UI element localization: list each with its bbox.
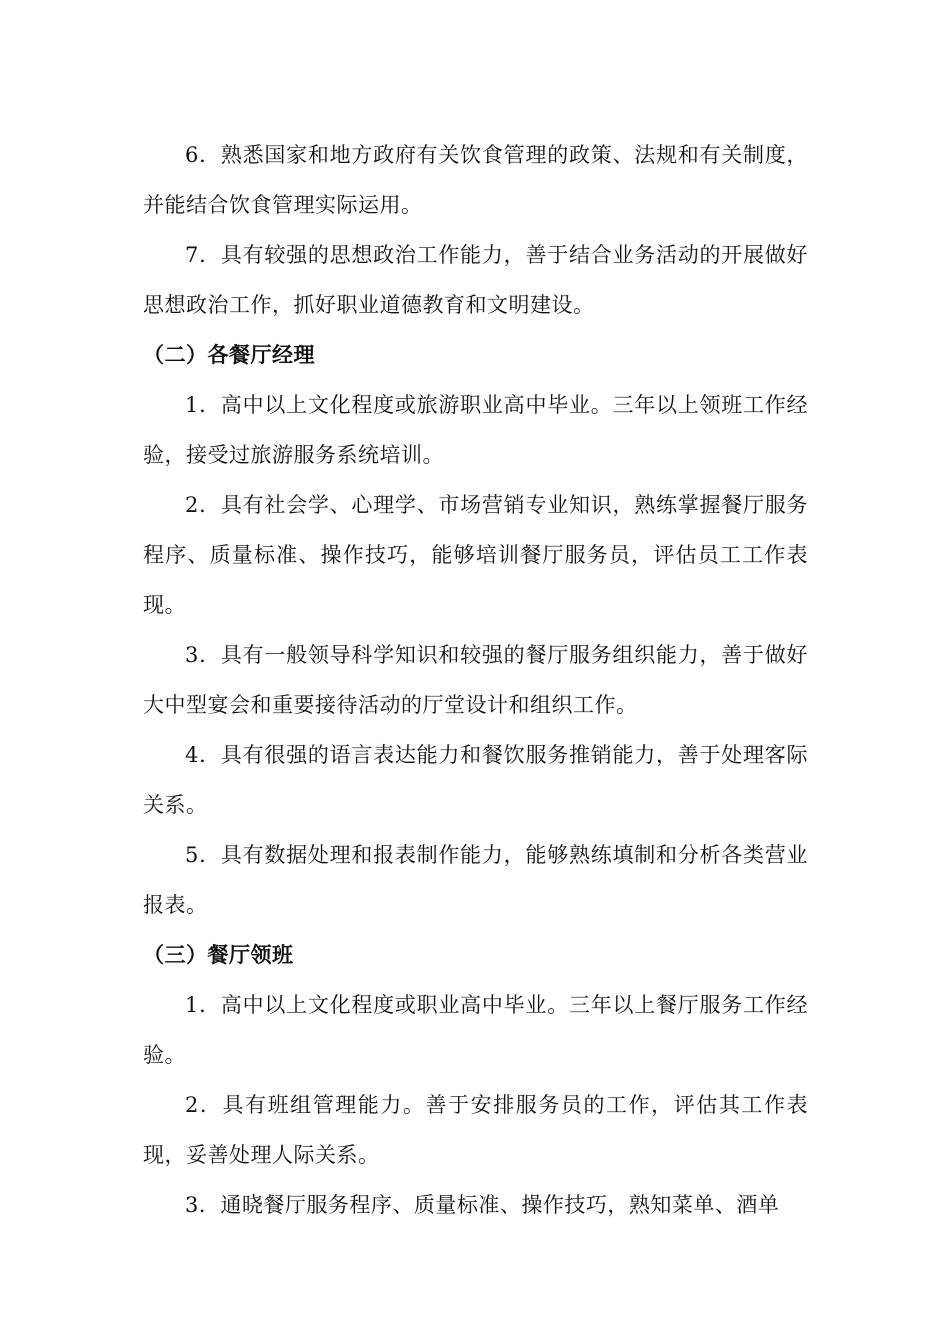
paragraph-manager-5: 5．具有数据处理和报表制作能力，能够熟练填制和分析各类营业报表。	[143, 843, 808, 917]
paragraph-manager-3: 3．具有一般领导科学知识和较强的餐厅服务组织能力，善于做好大中型宴会和重要接待活动的厅堂设计和组织工作。	[143, 643, 808, 717]
paragraph-supervisor-1: 1．高中以上文化程度或职业高中毕业。三年以上餐厅服务工作经验。	[143, 993, 808, 1067]
paragraph-supervisor-2: 2．具有班组管理能力。善于安排服务员的工作，评估其工作表现，妥善处理人际关系。	[143, 1093, 808, 1167]
paragraph-item-6: 6．熟悉国家和地方政府有关饮食管理的政策、法规和有关制度，并能结合饮食管理实际运用。	[143, 143, 808, 217]
section-heading-restaurant-manager: （二）各餐厅经理	[143, 343, 315, 367]
section-heading-restaurant-supervisor: （三）餐厅领班	[143, 943, 294, 967]
paragraph-manager-4: 4．具有很强的语言表达能力和餐饮服务推销能力，善于处理客际关系。	[143, 743, 808, 817]
paragraph-manager-1: 1．高中以上文化程度或旅游职业高中毕业。三年以上领班工作经验，接受过旅游服务系统培训。	[143, 393, 808, 467]
paragraph-manager-2: 2．具有社会学、心理学、市场营销专业知识，熟练掌握餐厅服务程序、质量标准、操作技巧，能够培训餐厅服务员，评估员工工作表现。	[143, 493, 808, 617]
paragraph-item-7: 7．具有较强的思想政治工作能力，善于结合业务活动的开展做好思想政治工作，抓好职业道德教育和文明建设。	[143, 243, 808, 317]
paragraph-supervisor-3: 3．通晓餐厅服务程序、质量标准、操作技巧，熟知菜单、酒单	[185, 1193, 780, 1217]
document-body	[143, 130, 808, 1230]
